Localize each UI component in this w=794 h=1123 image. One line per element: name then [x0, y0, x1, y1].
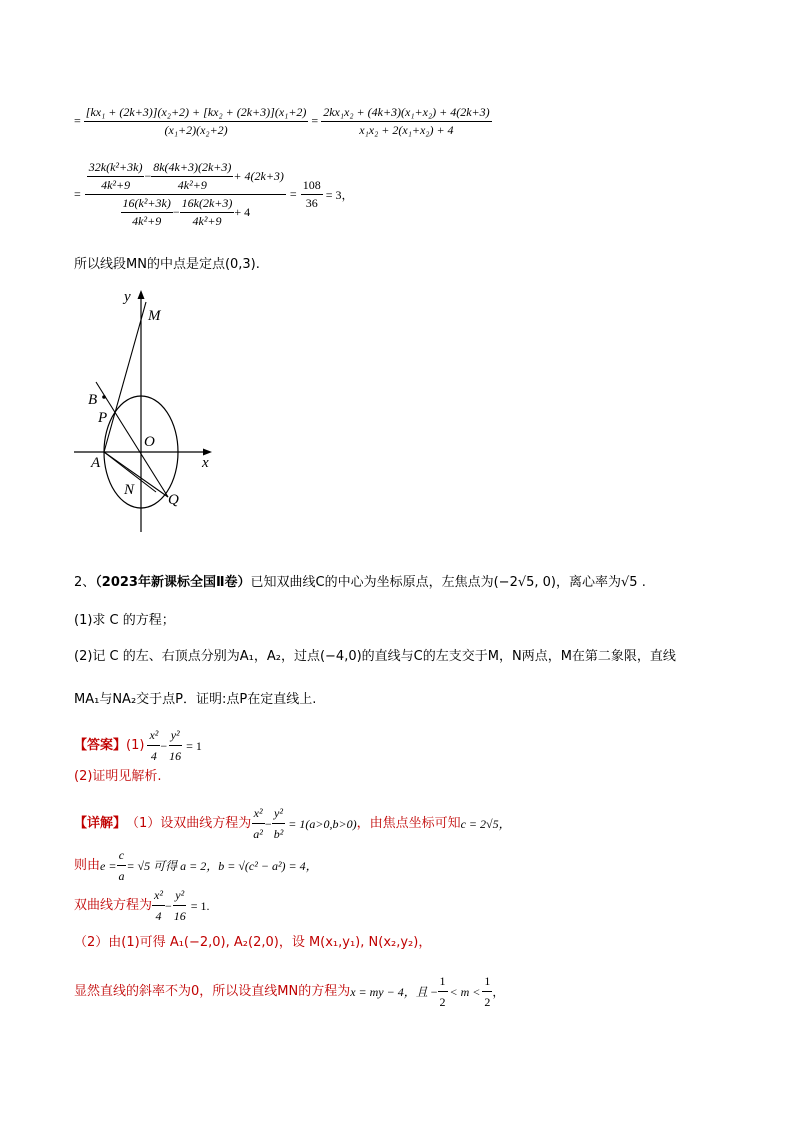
fraction-denominator: 4: [150, 749, 157, 763]
detail-math: e =: [100, 858, 117, 873]
fraction-denominator: (x₁+2)(x₂+2): [164, 123, 228, 137]
fraction-denominator: 16: [173, 909, 186, 923]
problem-2-stem: [74, 574, 646, 592]
fraction-denominator: a²: [253, 827, 263, 841]
label-O: O: [144, 434, 155, 450]
detail-math: c = 2√5，: [460, 816, 511, 831]
fraction-x-sq-over-4: [147, 726, 160, 765]
line-AM: [104, 302, 146, 452]
fraction-result: [301, 178, 323, 211]
answer-part-1-tail: = 1: [186, 738, 202, 753]
detail-math: < m <: [449, 984, 481, 999]
label-A: A: [91, 455, 101, 471]
fraction-denominator: 4k²+9: [132, 214, 162, 228]
fraction-numerator: 2kx₁x₂ + (4k+3)(x₁+x₂) + 4(2k+3): [321, 105, 491, 122]
label-P: P: [98, 410, 108, 426]
fraction-denominator: 4k²+9: [192, 214, 222, 228]
fraction-denominator: 16: [169, 749, 182, 763]
detail-math: ，: [492, 984, 505, 999]
minus-sign: −: [160, 738, 168, 753]
answer-part-1-prefix: (1): [126, 737, 145, 753]
detail-text: 则由: [74, 857, 101, 873]
problem-part-1: (1)求 C 的方程；: [74, 613, 175, 628]
equals-sign: =: [289, 187, 297, 201]
conclusion-text: 所以线段MN的中点是定点(0,3).: [74, 257, 260, 272]
fraction-y-sq-over-16: [172, 886, 188, 925]
detail-math: = 1(a>0,b>0): [288, 816, 357, 831]
label-x: x: [202, 455, 209, 471]
fraction-numerator: y²: [272, 804, 285, 824]
fraction-numerator: 16k(2k+3): [180, 196, 235, 213]
fraction-one-half: [438, 972, 448, 1011]
fraction-y-sq-over-16: [167, 726, 183, 765]
fraction-a: [87, 160, 145, 193]
answer-tag: 【答案】: [74, 737, 127, 753]
label-Q: Q: [168, 492, 179, 508]
fraction-y-sq-over-b-sq: [272, 804, 286, 843]
fraction-denominator: 36: [305, 196, 318, 210]
fraction-numerator: [kx₁ + (2k+3)](x₂+2) + [kx₂ + (2k+3)](x₁+2): [84, 105, 309, 122]
detail-tag: 【详解】: [74, 815, 127, 831]
detail-math: = 1.: [190, 898, 210, 913]
fraction-numerator: x²: [252, 804, 265, 824]
fraction-lhs: [84, 105, 309, 138]
equation-line-1: [74, 105, 492, 138]
fraction-x-sq-over-4: [152, 886, 165, 925]
fraction-denominator: 2: [439, 995, 446, 1009]
fraction-denominator: a: [118, 869, 125, 883]
equals-sign: =: [74, 187, 81, 201]
ellipse-figure: [66, 287, 226, 542]
fraction-denominator: b²: [273, 827, 284, 841]
compound-numerator: [85, 160, 286, 195]
minus-sign: −: [430, 984, 438, 999]
fraction-denominator: 2: [484, 995, 491, 1009]
detail-line-1: [74, 804, 511, 843]
fraction-numerator: 108: [301, 178, 323, 195]
fraction-numerator: 1: [438, 972, 448, 992]
numerator-tail: + 4(2k+3): [233, 169, 284, 183]
equals-sign: =: [311, 113, 322, 128]
y-axis-arrow: [138, 290, 145, 299]
fraction-b: [151, 160, 233, 193]
detail-text: 双曲线方程为: [74, 897, 153, 913]
detail-text: 显然直线的斜率不为0，所以设直线MN的方程为: [74, 983, 351, 999]
fraction-c-over-a: [116, 846, 126, 885]
fraction-numerator: 8k(4k+3)(2k+3): [151, 160, 233, 177]
detail-math: = √5 可得: [126, 858, 178, 873]
compound-fraction: [85, 160, 286, 229]
label-M: M: [148, 308, 161, 324]
problem-source: （2023年新课标全国Ⅱ卷）: [95, 575, 251, 590]
detail-line-4: （2）由(1)可得 A₁(−2,0), A₂(2,0)，设 M(x₁,y₁), N(x₂,y₂)，: [74, 935, 432, 950]
answer-part-2: (2)证明见解析.: [74, 769, 162, 784]
fraction-numerator: 32k(k²+3k): [87, 160, 145, 177]
problem-stem: 已知双曲线C的中心为坐标原点，左焦点为(−2√5, 0)，离心率为√5 .: [250, 575, 646, 590]
fraction-numerator: y²: [173, 886, 186, 906]
problem-part-2-line-1: (2)记 C 的左、右顶点分别为A₁，A₂，过点(−4,0)的直线与C的左支交于M，N两点，M在第二象限，直线: [74, 649, 676, 664]
fraction-numerator: x²: [152, 886, 165, 906]
fraction-denominator: 4k²+9: [177, 178, 207, 192]
minus-sign: −: [164, 898, 172, 913]
fraction-denominator: 4: [155, 909, 162, 923]
label-y: y: [124, 289, 131, 305]
fraction-x-sq-over-a-sq: [251, 804, 265, 843]
detail-math: ，b = √(c² − a²) = 4，: [206, 858, 318, 873]
fraction-rhs: [321, 105, 491, 138]
fraction-one-half: [482, 972, 492, 1011]
detail-line-5: [74, 972, 504, 1011]
detail-line-2: [74, 846, 318, 885]
equals-sign: =: [74, 113, 84, 128]
detail-text: （1）设双曲线方程为: [126, 815, 252, 831]
label-B: B: [88, 392, 98, 408]
minus-sign: −: [264, 816, 272, 831]
problem-part-2-line-2: MA₁与NA₂交于点P．证明:点P在定直线上.: [74, 692, 317, 707]
label-N: N: [124, 482, 135, 498]
detail-math: a = 2: [180, 858, 207, 873]
detail-line-3: [74, 886, 210, 925]
detail-math: x = my − 4，且: [350, 984, 428, 999]
fraction-denominator: x₁x₂ + 2(x₁+x₂) + 4: [359, 123, 454, 137]
fraction-numerator: y²: [169, 726, 182, 746]
fraction-numerator: 1: [482, 972, 492, 992]
point-B: [102, 395, 106, 399]
minus-sign: −: [172, 205, 180, 219]
compound-denominator: [119, 195, 253, 229]
denominator-tail: + 4: [234, 205, 251, 219]
line-BQ: [96, 382, 168, 497]
fraction-numerator: x²: [147, 726, 160, 746]
fraction-d: [121, 196, 173, 229]
answer-line-1: [74, 726, 202, 765]
fraction-numerator: 16(k²+3k): [121, 196, 173, 213]
fraction-denominator: 4k²+9: [101, 178, 131, 192]
minus-sign: −: [144, 169, 152, 183]
equation-line-2: [74, 160, 353, 229]
detail-text: ，由焦点坐标可知: [356, 815, 461, 831]
result-tail: = 3，: [325, 188, 354, 202]
fraction-numerator: c: [117, 846, 126, 866]
problem-number: 2、: [74, 575, 96, 590]
fraction-e: [180, 196, 235, 229]
